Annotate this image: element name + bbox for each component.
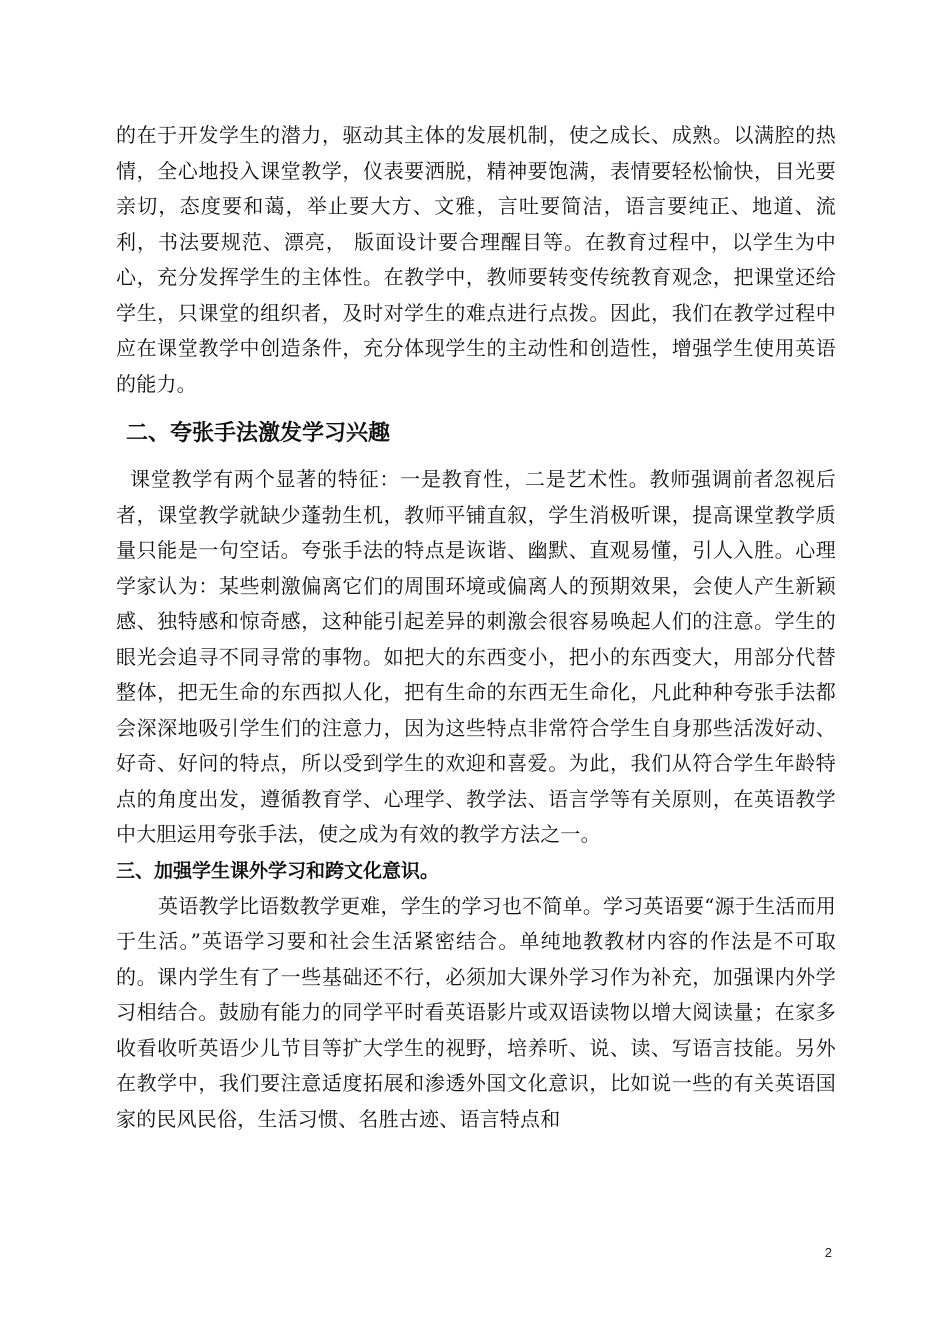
document-body <box>116 118 836 1137</box>
section-heading-exaggeration: 二、夸张手法激发学习兴趣 <box>126 421 391 446</box>
paragraph-student-centered-teaching: 的在于开发学生的潜力，驱动其主体的发展机制，使之成长、成熟。以满腔的热情，全心地投入课堂教学，仪表要洒脱，精神要饱满，表情要轻松愉快，目光要亲切，态度要和蔼，举止要大方、文雅，言吐要简洁，语言要纯正、地道、流利，书法要规范、漂亮， 版面设计要合理醒目等。在教育过程中，以学生为中心，充分发挥学生的主体性。在教学中，教师要转变传统教育观念，把课堂还给学生，只课堂的组织者，及时对学生的难点进行点拨。因此，我们在教学过程中应在课堂教学中创造条件，充分体现学生的主动性和创造性，增强学生使用英语的能力。 <box>116 123 836 396</box>
page-number: 2 <box>824 1245 832 1260</box>
paragraph-exaggeration-technique: 课堂教学有两个显著的特征：一是教育性，二是艺术性。教师强调前者忽视后者，课堂教学就缺少蓬勃生机，教师平铺直叙，学生消极听课，提高课堂教学质量只能是一句空话。夸张手法的特点是诙谐、幽默、直观易懂，引人入胜。心理学家认为：某些刺激偏离它们的周围环境或偏离人的预期效果，会使人产生新颖感、独特感和惊奇感，这种能引起差异的刺激会很容易唤起人们的注意。学生的眼光会追寻不同寻常的事物。如把大的东西变小，把小的东西变大，用部分代替整体，把无生命的东西拟人化，把有生命的东西无生命化，凡此种种夸张手法都会深深地吸引学生们的注意力，因为这些特点非常符合学生自身那些活泼好动、好奇、好问的特点，所以受到学生的欢迎和喜爱。为此，我们从符合学生年龄特点的角度出发，遵循教育学、心理学、教学法、语言学等有关原则，在英语教学中大胆运用夸张手法，使之成为有效的教学方法之一。 <box>116 467 836 846</box>
paragraph-extracurricular-learning: 英语教学比语数教学更难，学生的学习也不简单。学习英语要“源于生活而用于生活。”英语学习要和社会生活紧密结合。单纯地教教材内容的作法是不可取的。课内学生有了一些基础还不行，必须加大课外学习作为补充，加强课内外学习相结合。鼓励有能力的同学平时看英语影片或双语读物以增大阅读量；在家多收看收听英语少儿节目等扩大学生的视野，培养听、说、读、写语言技能。另外在教学中，我们要注意适度拓展和渗透外国文化意识，比如说一些的有关英语国家的民风民俗，生活习惯、名胜古迹、语言特点和 <box>116 893 836 1131</box>
section-heading-extracurricular: 三、加强学生课外学习和跨文化意识。 <box>116 859 440 882</box>
